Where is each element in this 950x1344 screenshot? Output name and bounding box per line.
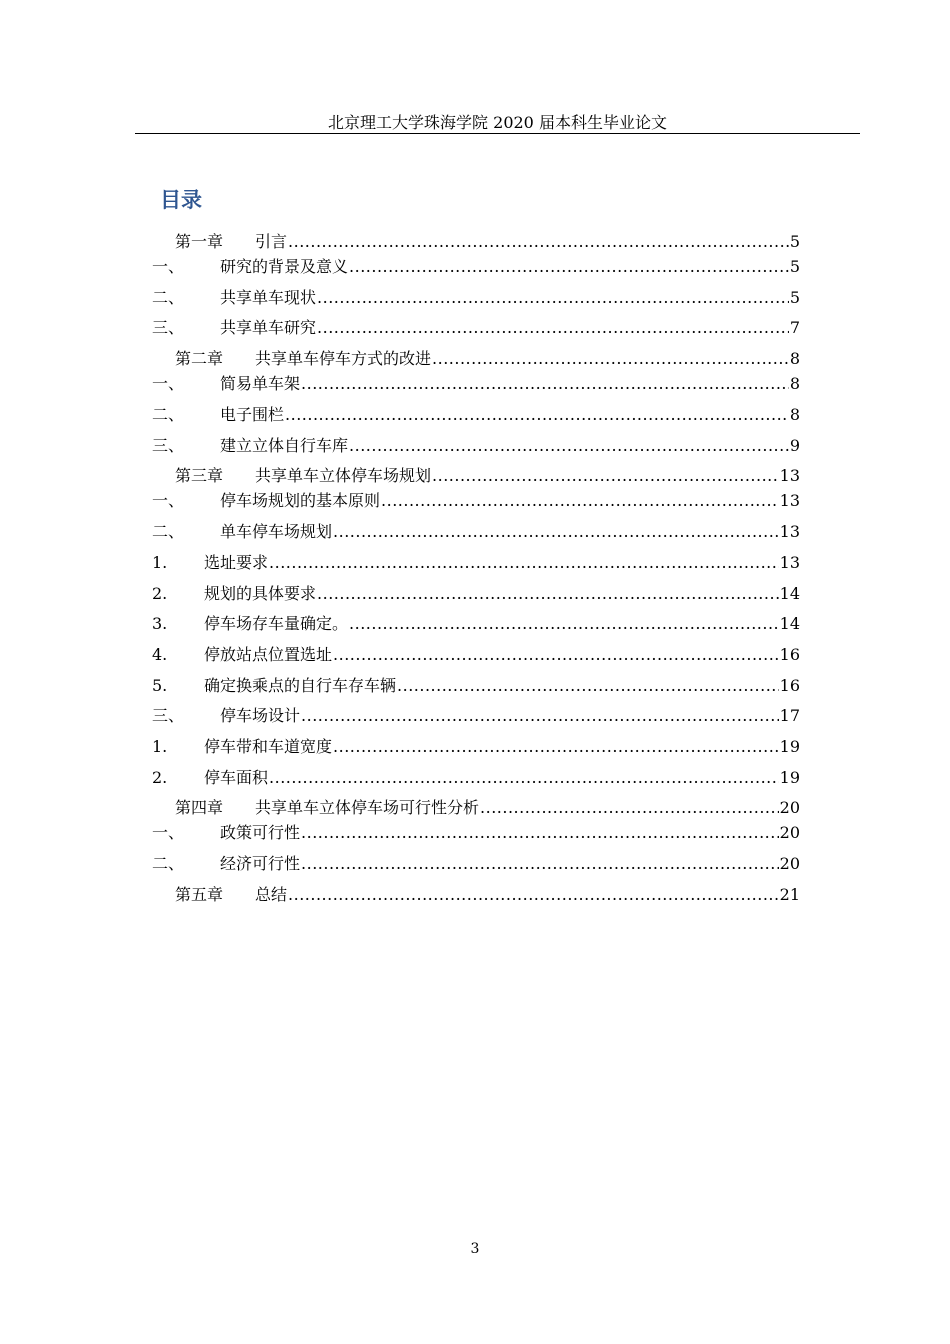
toc-entry-page: 8 — [789, 405, 800, 424]
toc-entry-title: 选址要求 — [204, 553, 269, 572]
toc-entry[interactable] — [175, 347, 800, 371]
toc-entry-page: 5 — [789, 232, 800, 251]
toc-dot-leader — [480, 796, 779, 820]
toc-entry-number: 4. — [152, 645, 168, 664]
toc-entry-number: 三、 — [152, 436, 185, 455]
toc-entry[interactable] — [152, 612, 800, 636]
toc-entry-page: 20 — [779, 854, 800, 873]
toc-entry-number: 二、 — [152, 288, 185, 307]
toc-entry-number: 第五章 — [175, 885, 224, 904]
toc-entry-title: 共享单车现状 — [220, 288, 317, 307]
toc-entry-title: 建立立体自行车库 — [220, 436, 349, 455]
toc-entry-page: 19 — [779, 768, 800, 787]
toc-dot-leader — [317, 316, 789, 340]
toc-entry-page: 9 — [789, 436, 800, 455]
toc-entry-title: 停车带和车道宽度 — [204, 737, 333, 756]
toc-dot-leader — [285, 403, 789, 427]
toc-dot-leader — [333, 643, 779, 667]
toc-entry-number: 二、 — [152, 405, 185, 424]
toc-dot-leader — [269, 551, 779, 575]
toc-entry[interactable] — [152, 316, 800, 340]
toc-dot-leader — [301, 821, 779, 845]
toc-entry-title: 政策可行性 — [220, 823, 301, 842]
toc-entry-number: 二、 — [152, 854, 185, 873]
toc-entry-page: 13 — [779, 553, 800, 572]
toc-entry-page: 16 — [779, 676, 800, 695]
toc-entry[interactable] — [152, 520, 800, 544]
toc-entry[interactable] — [175, 796, 800, 820]
toc-entry-title: 共享单车停车方式的改进 — [255, 349, 432, 368]
toc-entry-title: 经济可行性 — [220, 854, 301, 873]
toc-entry-title: 规划的具体要求 — [204, 584, 317, 603]
toc-entry[interactable] — [175, 230, 800, 254]
toc-entry-number: 3. — [152, 614, 168, 633]
toc-entry-title: 停放站点位置选址 — [204, 645, 333, 664]
toc-entry-page: 16 — [779, 645, 800, 664]
toc-entry-number: 5. — [152, 676, 168, 695]
toc-entry-page: 14 — [779, 614, 800, 633]
toc-entry-page: 20 — [779, 798, 800, 817]
toc-entry-number: 一、 — [152, 374, 185, 393]
toc-entry[interactable] — [152, 821, 800, 845]
toc-dot-leader — [397, 674, 779, 698]
toc-entry[interactable] — [175, 883, 800, 907]
toc-entry-title: 停车场存车量确定。 — [204, 614, 349, 633]
running-header: 北京理工大学珠海学院 2020 届本科生毕业论文 — [328, 113, 667, 132]
toc-dot-leader — [349, 612, 779, 636]
toc-entry-page: 13 — [779, 491, 800, 510]
toc-entry-number: 一、 — [152, 257, 185, 276]
toc-entry[interactable] — [152, 489, 800, 513]
toc-entry-number: 一、 — [152, 823, 185, 842]
toc-entry[interactable] — [152, 434, 800, 458]
toc-entry-page: 13 — [779, 522, 800, 541]
toc-dot-leader — [317, 286, 789, 310]
toc-entry-title: 共享单车立体停车场规划 — [255, 466, 432, 485]
toc-entry-number: 2. — [152, 584, 168, 603]
toc-entry[interactable] — [152, 286, 800, 310]
toc-entry[interactable] — [152, 372, 800, 396]
toc-entry-page: 13 — [779, 466, 800, 485]
toc-entry-title: 总结 — [255, 885, 288, 904]
toc-entry[interactable] — [152, 255, 800, 279]
toc-entry-page: 7 — [789, 318, 800, 337]
toc-entry-title: 研究的背景及意义 — [220, 257, 349, 276]
toc-entry[interactable] — [152, 852, 800, 876]
toc-entry[interactable] — [152, 582, 800, 606]
toc-dot-leader — [269, 766, 779, 790]
toc-entry-number: 2. — [152, 768, 168, 787]
page-number: 3 — [470, 1241, 480, 1257]
toc-entry-number: 1. — [152, 737, 168, 756]
toc-entry-page: 8 — [789, 374, 800, 393]
toc-entry-page: 14 — [779, 584, 800, 603]
toc-entry[interactable] — [152, 403, 800, 427]
toc-entry-title: 引言 — [255, 232, 288, 251]
toc-dot-leader — [432, 464, 779, 488]
toc-title: 目录 — [160, 188, 202, 212]
toc-entry[interactable] — [152, 674, 800, 698]
toc-dot-leader — [333, 735, 779, 759]
toc-entry-number: 1. — [152, 553, 168, 572]
toc-dot-leader — [288, 230, 789, 254]
toc-entry-title: 单车停车场规划 — [220, 522, 333, 541]
toc-entry-number: 一、 — [152, 491, 185, 510]
toc-entry[interactable] — [152, 735, 800, 759]
toc-dot-leader — [381, 489, 779, 513]
toc-entry[interactable] — [152, 551, 800, 575]
toc-entry-title: 共享单车研究 — [220, 318, 317, 337]
toc-entry-number: 三、 — [152, 706, 185, 725]
toc-entry-title: 确定换乘点的自行车存车辆 — [204, 676, 397, 695]
toc-entry-title: 简易单车架 — [220, 374, 301, 393]
toc-dot-leader — [317, 582, 779, 606]
toc-entry-page: 5 — [789, 288, 800, 307]
toc-entry-number: 第三章 — [175, 466, 224, 485]
toc-entry-title: 停车面积 — [204, 768, 269, 787]
toc-entry-title: 电子围栏 — [220, 405, 285, 424]
toc-dot-leader — [301, 852, 779, 876]
toc-entry-page: 20 — [779, 823, 800, 842]
toc-entry-page: 21 — [779, 885, 800, 904]
toc-entry[interactable] — [152, 766, 800, 790]
toc-entry-title: 共享单车立体停车场可行性分析 — [255, 798, 480, 817]
toc-entry-page: 5 — [789, 257, 800, 276]
toc-entry[interactable] — [175, 464, 800, 488]
toc-dot-leader — [288, 883, 779, 907]
toc-dot-leader — [432, 347, 789, 371]
toc-dot-leader — [349, 255, 789, 279]
toc-entry[interactable] — [152, 704, 800, 728]
toc-entry-title: 停车场规划的基本原则 — [220, 491, 381, 510]
toc-entry-number: 第二章 — [175, 349, 224, 368]
toc-entry[interactable] — [152, 643, 800, 667]
toc-entry-number: 第四章 — [175, 798, 224, 817]
toc-dot-leader — [301, 372, 789, 396]
toc-dot-leader — [349, 434, 789, 458]
toc-entry-page: 8 — [789, 349, 800, 368]
toc-entry-number: 第一章 — [175, 232, 224, 251]
toc-dot-leader — [333, 520, 779, 544]
toc-entry-number: 三、 — [152, 318, 185, 337]
toc-dot-leader — [301, 704, 779, 728]
toc-entry-page: 17 — [779, 706, 800, 725]
toc-entry-page: 19 — [779, 737, 800, 756]
toc-entry-title: 停车场设计 — [220, 706, 301, 725]
toc-entry-number: 二、 — [152, 522, 185, 541]
